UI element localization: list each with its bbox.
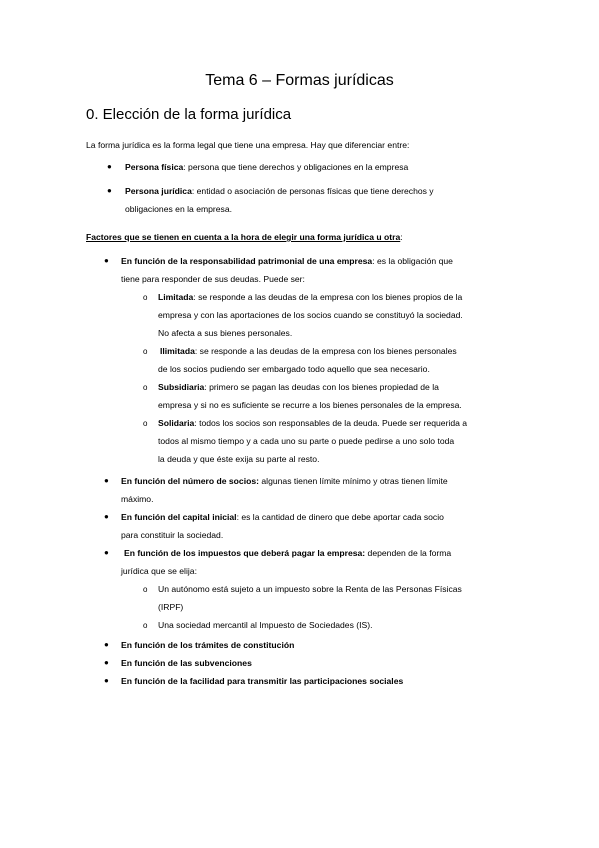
- list-item: Persona física: persona que tiene derechos y obligaciones en la empresa: [125, 162, 409, 172]
- factor-item-continuation: para constituir la sociedad.: [121, 530, 224, 540]
- factor-item: En función del capital inicial: es la cantidad de dinero que debe aportar cada socio: [121, 512, 444, 522]
- factors-heading: Factores que se tienen en cuenta a la hora de elegir una forma jurídica u otra:: [86, 232, 403, 242]
- sub-item: Subsidiaria: primero se pagan las deudas con los bienes propiedad de la: [158, 382, 439, 392]
- sub-item-continuation: empresa y si no es suficiente se recurre a los bienes personales de la empresa.: [158, 400, 462, 410]
- sub-item: Solidaria: todos los socios son responsables de la deuda. Puede ser requerida a: [158, 418, 468, 428]
- bullet-icon: ●: [104, 256, 109, 265]
- sub-item: Ilimitada: se responde a las deudas de la empresa con los bienes personales: [160, 346, 457, 356]
- factor-item-continuation: tiene para responder de sus deudas. Puede ser:: [121, 274, 305, 284]
- bullet-icon: ●: [107, 162, 112, 171]
- list-item: Persona jurídica: entidad o asociación de personas físicas que tiene derechos y: [125, 186, 434, 196]
- factor-item-continuation: jurídica que se elija:: [121, 566, 197, 576]
- sub-item-continuation: empresa y con las aportaciones de los socios cuando se constituyó la sociedad.: [158, 310, 463, 320]
- factor-item: En función de los trámites de constitución: [121, 640, 295, 650]
- sub-item: Un autónomo está sujeto a un impuesto sobre la Renta de las Personas Físicas: [158, 584, 462, 594]
- sub-item-continuation: la deuda y que éste exija su parte al resto.: [158, 454, 320, 464]
- factor-item: En función de los impuestos que deberá pagar la empresa: dependen de la forma: [124, 548, 452, 558]
- factor-item-continuation: máximo.: [121, 494, 154, 504]
- circle-bullet-icon: o: [143, 383, 148, 392]
- sub-item: Limitada: se responde a las deudas de la empresa con los bienes propios de la: [158, 292, 463, 302]
- intro-paragraph: La forma jurídica es la forma legal que tiene una empresa. Hay que diferenciar entre:: [86, 140, 410, 150]
- bullet-icon: ●: [107, 186, 112, 195]
- circle-bullet-icon: o: [143, 293, 148, 302]
- sub-item-continuation: No afecta a sus bienes personales.: [158, 328, 293, 338]
- circle-bullet-icon: o: [143, 347, 148, 356]
- sub-item-continuation: todos al mismo tiempo y a cada uno su parte o puede pedirse a uno solo toda: [158, 436, 455, 446]
- sub-item-continuation: (IRPF): [158, 602, 184, 612]
- list-item-continuation: obligaciones en la empresa.: [125, 204, 233, 214]
- bullet-icon: ●: [104, 658, 109, 667]
- sub-item: Una sociedad mercantil al Impuesto de Sociedades (IS).: [158, 620, 373, 630]
- circle-bullet-icon: o: [143, 419, 148, 428]
- bullet-icon: ●: [104, 548, 109, 557]
- factor-item: En función de la responsabilidad patrimonial de una empresa: es la obligación que: [121, 256, 453, 266]
- bullet-icon: ●: [104, 676, 109, 685]
- circle-bullet-icon: o: [143, 621, 148, 630]
- bullet-icon: ●: [104, 476, 109, 485]
- factor-item: En función de las subvenciones: [121, 658, 252, 668]
- bullet-icon: ●: [104, 640, 109, 649]
- factor-item: En función de la facilidad para transmitir las participaciones sociales: [121, 676, 404, 686]
- sub-item-continuation: de los socios pudiendo ser embargado todo aquello que sea necesario.: [158, 364, 430, 374]
- circle-bullet-icon: o: [143, 585, 148, 594]
- factor-item: En función del número de socios: algunas tienen límite mínimo y otras tienen límite: [121, 476, 448, 486]
- document-title: Tema 6 – Formas jurídicas: [205, 72, 394, 89]
- bullet-icon: ●: [104, 512, 109, 521]
- section-heading: 0. Elección de la forma jurídica: [86, 106, 292, 123]
